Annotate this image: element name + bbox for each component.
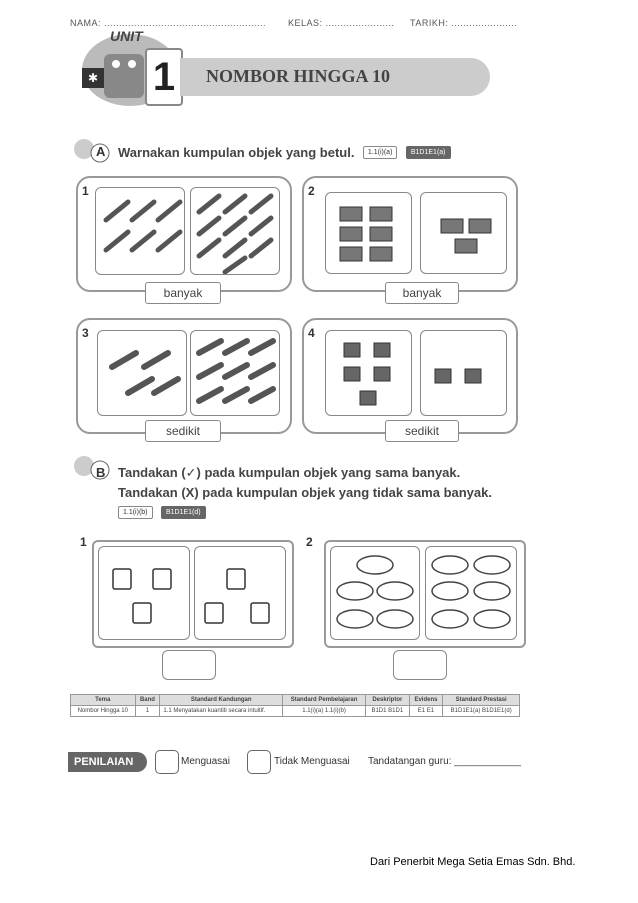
col-header: Tema <box>71 695 136 706</box>
unit-title: NOMBOR HINGGA 10 <box>206 66 391 86</box>
label-banyak: banyak <box>145 282 221 304</box>
item-number: 1 <box>80 535 87 549</box>
tidak-menguasai-checkbox[interactable] <box>247 750 271 774</box>
group-box[interactable] <box>97 330 187 416</box>
item-number: 1 <box>82 184 89 198</box>
col-header: Evidens <box>409 695 443 706</box>
col-header: Band <box>135 695 160 706</box>
answer-box[interactable] <box>393 650 447 680</box>
section-a-letter: A <box>96 144 106 159</box>
standards-table <box>70 694 520 717</box>
svg-text:✱: ✱ <box>87 71 99 85</box>
group-box[interactable] <box>95 187 185 275</box>
group-box <box>330 546 420 640</box>
menguasai-text: Menguasai <box>181 756 230 767</box>
section-a-instruction: Warnakan kumpulan objek yang betul. <box>118 145 355 160</box>
answer-box[interactable] <box>162 650 216 680</box>
group-box[interactable] <box>420 192 507 274</box>
unit-badge: UNIT <box>110 28 143 44</box>
table-cell: Nombor Hingga 10 <box>71 706 136 717</box>
group-box <box>425 546 517 640</box>
nama-field: NAMA: ...................................................... <box>70 18 267 28</box>
tidak-menguasai-text: Tidak Menguasai <box>274 756 350 767</box>
item-number: 2 <box>306 535 313 549</box>
section-b-tag-2: B1D1E1(d) <box>161 506 206 519</box>
penilaian-label: PENILAIAN <box>68 752 147 772</box>
group-box[interactable] <box>325 192 412 274</box>
col-header: Deskriptor <box>366 695 410 706</box>
group-box[interactable] <box>190 187 280 275</box>
col-header: Standard Pembelajaran <box>283 695 366 706</box>
table-cell: 1.1 Menyatakan kuantiti secara intuitif. <box>160 706 283 717</box>
label-sedikit: sedikit <box>145 420 221 442</box>
table-row <box>71 706 520 717</box>
menguasai-checkbox[interactable] <box>155 750 179 774</box>
section-b-instruction-2: Tandakan (X) pada kumpulan objek yang tidak sama banyak. <box>118 485 492 500</box>
label-banyak: banyak <box>385 282 459 304</box>
item-number: 4 <box>308 326 315 340</box>
table-cell: B1D1 B1D1 <box>366 706 410 717</box>
section-a-tag-2: B1D1E1(a) <box>406 146 451 159</box>
table-cell: E1 E1 <box>409 706 443 717</box>
label-sedikit: sedikit <box>385 420 459 442</box>
kelas-field: KELAS: ....................... <box>288 18 395 28</box>
tarikh-field: TARIKH: ...................... <box>410 18 518 28</box>
section-b-tag-1: 1.1(i)(b) <box>118 506 153 519</box>
item-number: 3 <box>82 326 89 340</box>
col-header: Standard Kandungan <box>160 695 283 706</box>
col-header: Standard Prestasi <box>443 695 520 706</box>
group-box[interactable] <box>325 330 412 416</box>
item-number: 2 <box>308 184 315 198</box>
section-b-letter: B <box>96 465 106 480</box>
group-box[interactable] <box>420 330 507 416</box>
group-box <box>98 546 190 640</box>
group-box <box>194 546 286 640</box>
table-cell: 1 <box>135 706 160 717</box>
publisher-footer: Dari Penerbit Mega Setia Emas Sdn. Bhd. <box>370 856 576 868</box>
table-cell: 1.1(i)(a) 1.1(i)(b) <box>283 706 366 717</box>
unit-number: 1 <box>145 48 183 106</box>
section-b-instruction-1: Tandakan (✓) pada kumpulan objek yang sama banyak. <box>118 465 461 480</box>
group-box[interactable] <box>190 330 280 416</box>
section-a-tag-1: 1.1(i)(a) <box>363 146 398 159</box>
teacher-signature: Tandatangan guru: ____________ <box>368 756 521 767</box>
table-cell: B1D1E1(a) B1D1E1(d) <box>443 706 520 717</box>
